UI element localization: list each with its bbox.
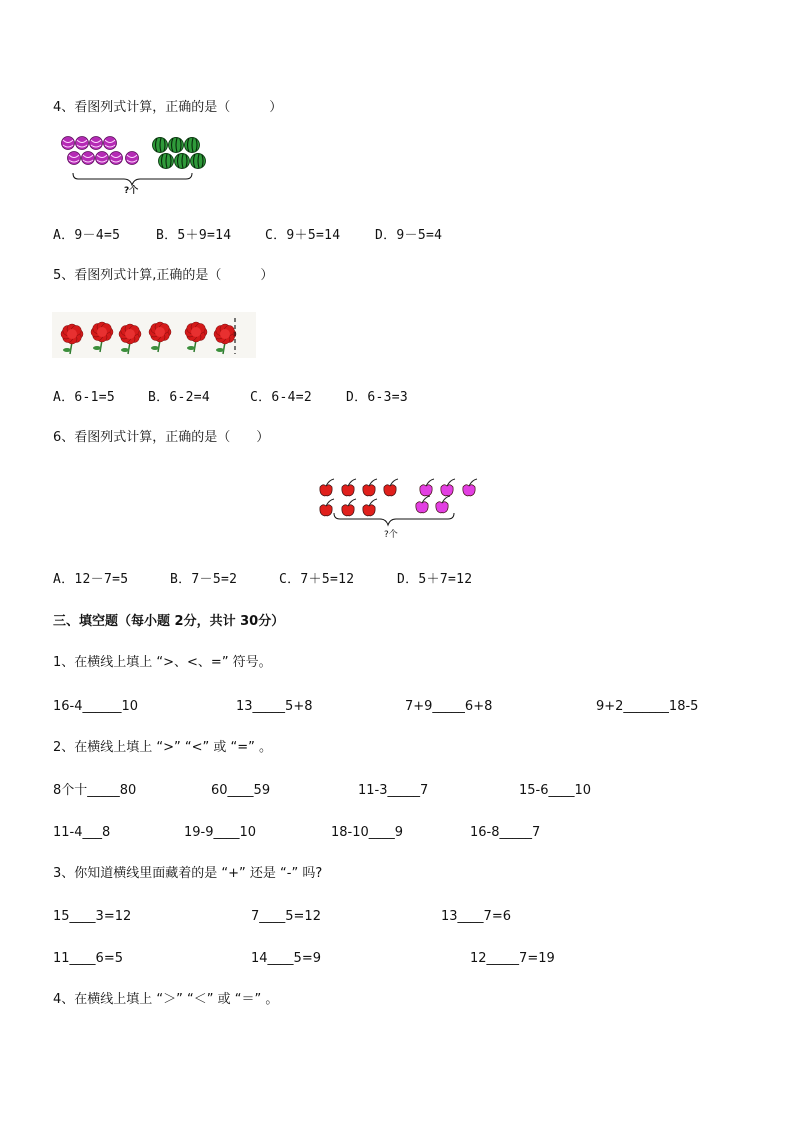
q6-option-b[interactable]: B．7－5=2 — [170, 572, 238, 587]
fill2-item-4[interactable]: 15-6____10 — [519, 783, 592, 798]
fill3-item-4[interactable]: 11____6=5 — [53, 951, 123, 966]
fill3-row-1 — [53, 909, 753, 925]
red-apple — [342, 479, 356, 496]
watermelon — [175, 154, 190, 169]
q4-count-label: ?个 — [124, 186, 139, 196]
watermelons — [153, 138, 206, 169]
fill2-item-5[interactable]: 11-4___8 — [53, 825, 111, 840]
q5-option-b[interactable]: B．6-2=4 — [148, 390, 211, 405]
q4-option-d[interactable]: D．9－5=4 — [375, 228, 443, 243]
fill3-item-5[interactable]: 14____5=9 — [251, 951, 321, 966]
q6-option-d[interactable]: D．5＋7=12 — [397, 572, 473, 587]
q5-option-d[interactable]: D．6-3=3 — [346, 390, 409, 405]
purple-ball — [90, 137, 103, 150]
red-apple — [363, 499, 377, 516]
purple-ball — [62, 137, 75, 150]
q5-options — [53, 390, 453, 406]
fill2-item-7[interactable]: 18-10____9 — [331, 825, 404, 840]
fill2-item-1[interactable]: 8个十_____80 — [53, 783, 137, 798]
pink-apple — [416, 496, 430, 513]
watermelon — [185, 138, 200, 153]
q5-picture — [52, 312, 256, 358]
q6-picture — [314, 477, 484, 539]
fill1-title: 1、在横线上填上 “>、<、=” 符号。 — [53, 655, 272, 670]
purple-ball — [104, 137, 117, 150]
purple-ball — [126, 152, 139, 165]
purple-ball — [68, 152, 81, 165]
purple-ball — [76, 137, 89, 150]
fill2-row-2 — [53, 825, 753, 841]
q5-title: 5、看图列式计算,正确的是（ ） — [53, 268, 274, 283]
pink-apple — [441, 479, 455, 496]
q6-option-c[interactable]: C．7＋5=12 — [279, 572, 355, 587]
q6-option-a[interactable]: A．12－7=5 — [53, 572, 129, 587]
red-apple — [320, 479, 334, 496]
section-3-title: 三、填空题（每小题 2分，共计 30分） — [53, 614, 285, 629]
fill2-row-1 — [53, 783, 753, 799]
q5-option-a[interactable]: A．6-1=5 — [53, 390, 116, 405]
fill3-row-2 — [53, 951, 753, 967]
fill2-item-8[interactable]: 16-8_____7 — [470, 825, 541, 840]
red-apple — [384, 479, 398, 496]
red-apple — [342, 499, 356, 516]
q6-title: 6、看图列式计算，正确的是（ ） — [53, 430, 270, 445]
fill1-item-2[interactable]: 13_____5+8 — [236, 699, 313, 714]
fill1-item-3[interactable]: 7+9_____6+8 — [405, 699, 493, 714]
q4-option-a[interactable]: A．9－4=5 — [53, 228, 121, 243]
q5-option-c[interactable]: C．6-4=2 — [250, 390, 313, 405]
fill3-item-3[interactable]: 13____7=6 — [441, 909, 511, 924]
watermelon — [159, 154, 174, 169]
fill1-item-1[interactable]: 16-4______10 — [53, 699, 139, 714]
purple-balls — [62, 137, 139, 165]
q6-options — [53, 572, 493, 588]
purple-ball — [96, 152, 109, 165]
q4-option-c[interactable]: C．9＋5=14 — [265, 228, 341, 243]
fill1-item-4[interactable]: 9+2_______18-5 — [596, 699, 699, 714]
q6-count-label: ?个 — [384, 530, 398, 540]
q4-picture — [58, 133, 218, 195]
red-apple — [363, 479, 377, 496]
pink-apple — [463, 479, 477, 496]
fill2-item-3[interactable]: 11-3_____7 — [358, 783, 429, 798]
fill3-title: 3、你知道横线里面藏着的是 “+” 还是 “-” 吗? — [53, 866, 323, 881]
pink-apple — [436, 496, 450, 513]
fill3-item-6[interactable]: 12_____7=19 — [470, 951, 555, 966]
red-apple — [320, 499, 334, 516]
fill3-item-1[interactable]: 15____3=12 — [53, 909, 132, 924]
purple-ball — [110, 152, 123, 165]
fill4-title: 4、在横线上填上 “＞” “＜” 或 “＝” 。 — [53, 992, 279, 1007]
fill2-item-6[interactable]: 19-9____10 — [184, 825, 257, 840]
q4-options — [53, 228, 473, 244]
watermelon — [191, 154, 206, 169]
watermelon — [153, 138, 168, 153]
fill3-item-2[interactable]: 7____5=12 — [251, 909, 321, 924]
watermelon — [169, 138, 184, 153]
fill1-row — [53, 699, 753, 715]
fill2-item-2[interactable]: 60____59 — [211, 783, 271, 798]
q4-title: 4、看图列式计算，正确的是（ ） — [53, 100, 283, 115]
fill2-title: 2、在横线上填上 “>” “<” 或 “=” 。 — [53, 740, 273, 755]
purple-ball — [82, 152, 95, 165]
pink-apple — [420, 479, 434, 496]
q4-brace — [73, 173, 192, 185]
q4-option-b[interactable]: B．5＋9=14 — [156, 228, 232, 243]
